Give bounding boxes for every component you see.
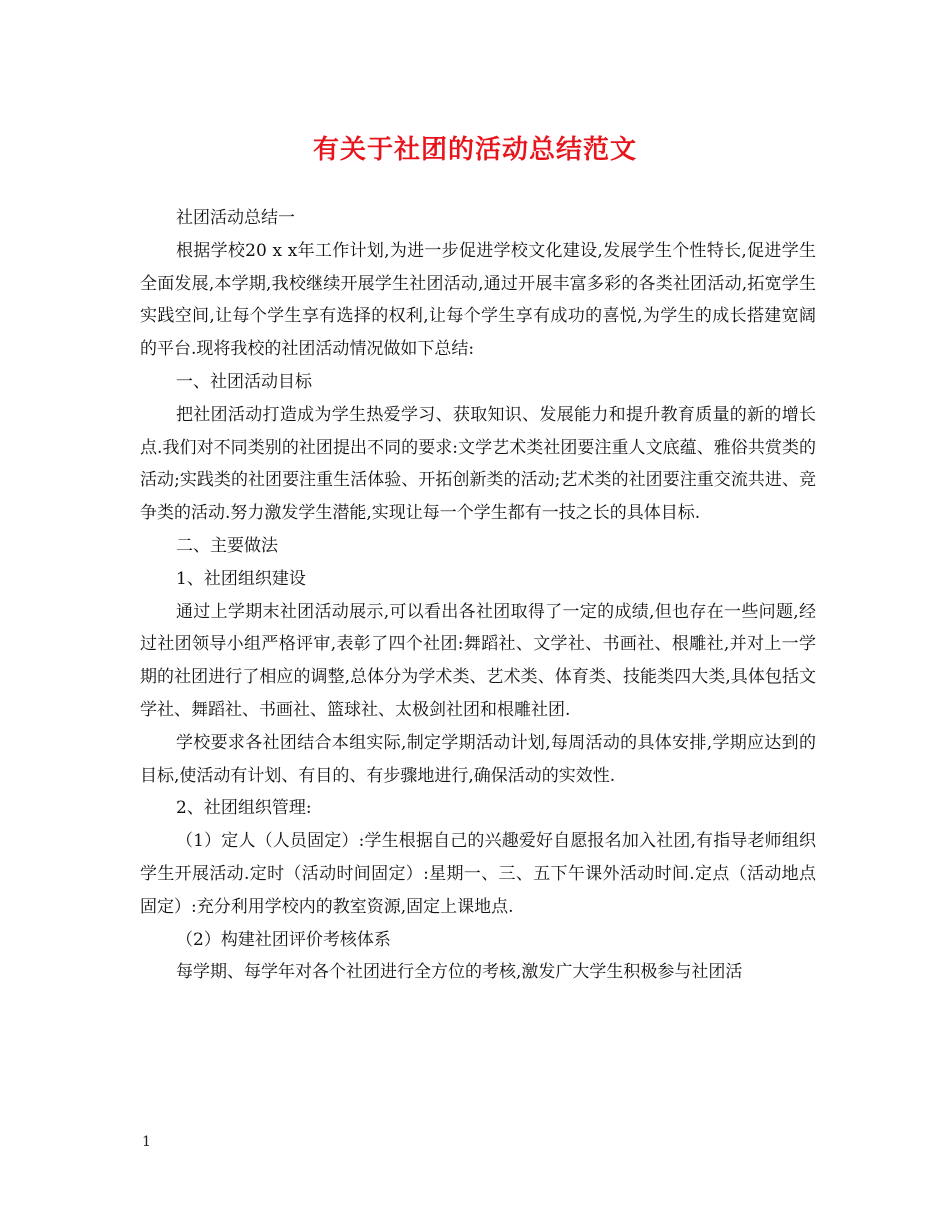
document-title: 有关于社团的活动总结范文	[312, 135, 637, 165]
paragraph-goals: 把社团活动打造成为学生热爱学习、获取知识、发展能力和提升教育质量的新的增长点.我们对不同类别的社团提出不同的要求:文学艺术类社团要注重人文底蕴、雅俗共赏类的活动;实践类的社团要注重生活体验、开拓创新类的活动;艺术类的社团要注重交流共进、竞争类的活动.努力激发学生潜能,实现让每一个学生都有一技之长的具体目标.	[140, 404, 816, 524]
document-body	[140, 202, 816, 989]
page-number: 1	[142, 1134, 151, 1150]
paragraph-evaluation: 每学期、每学年对各个社团进行全方位的考核,激发广大学生积极参与社团活	[176, 962, 743, 983]
paragraph-organization: 通过上学期末社团活动展示,可以看出各社团取得了一定的成绩,但也存在一些问题,经过社团领导小组严格评审,表彰了四个社团:舞蹈社、文学社、书画社、根雕社,并对上一学期的社团进行了相应的调整,总体分为学术类、艺术类、体育类、技能类四大类,具体包括文学社、舞蹈社、书画社、篮球社、太极剑社团和根雕社团.	[140, 601, 816, 720]
paragraph-intro: 根据学校20 x x年工作计划,为进一步促进学校文化建设,发展学生个性特长,促进学生全面发展,本学期,我校继续开展学生社团活动,通过开展丰富多彩的各类社团活动,拓宽学生实践空间,让每个学生享有选择的权利,让每个学生享有成功的喜悦,为学生的成长搭建宽阔的平台.现将我校的社团活动情况做如下总结:	[140, 240, 816, 360]
heading-methods: 二、主要做法	[176, 535, 278, 556]
heading-goals: 一、社团活动目标	[176, 371, 312, 392]
subheading-organization: 1、社团组织建设	[176, 568, 306, 589]
section-title-summary-one: 社团活动总结一	[176, 208, 295, 228]
paragraph-requirements: 学校要求各社团结合本组实际,制定学期活动计划,每周活动的具体安排,学期应达到的目标,使活动有计划、有目的、有步骤地进行,确保活动的实效性.	[140, 732, 816, 786]
paragraph-management: （1）定人（人员固定）:学生根据自己的兴趣爱好自愿报名加入社团,有指导老师组织学生开展活动.定时（活动时间固定）:星期一、三、五下午课外活动时间.定点（活动地点固定）:充分利用学校内的教室资源,固定上课地点.	[140, 831, 816, 917]
subheading-management: 2、社团组织管理:	[176, 798, 312, 819]
subheading-evaluation: （2）构建社团评价考核体系	[176, 929, 391, 950]
